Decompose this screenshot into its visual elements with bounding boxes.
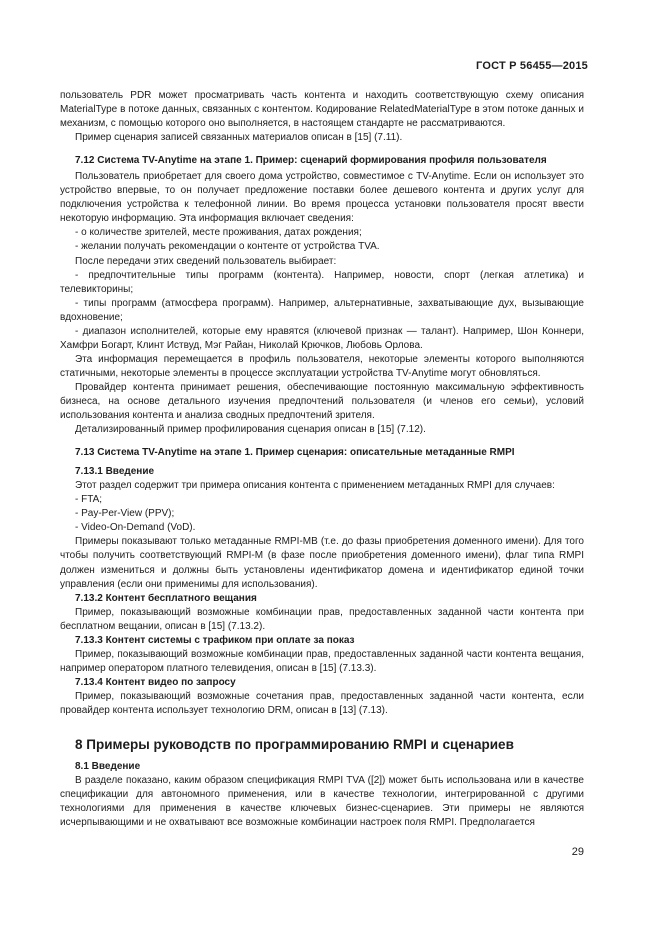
paragraph: Пример, показывающий возможные сочетания прав, предоставленных заданной части контента, если провайдер контента использует технологию DRM, описан в [13] (7.13). [60,690,584,716]
list-item: - Video-On-Demand (VoD). [75,522,196,534]
clause-heading: 8.1 Введение [75,761,141,773]
clause-heading: 7.13.1 Введение [75,466,155,478]
list-item: - типы программ (атмосфера программ). Например, альтернативные, захватывающие дух, вызывающие вдохновение; [60,297,584,323]
paragraph: Этот раздел содержит три примера описания контента с применением метаданных RMPI для случаев: [75,480,555,492]
clause-heading: 7.13.3 Контент системы с трафиком при оплате за показ [75,634,355,646]
paragraph: Детализированный пример профилирования сценария описан в [15] (7.12). [75,424,426,436]
standard-header: ГОСТ Р 56455—2015 [476,60,588,72]
paragraph: Пример сценария записей связанных материалов описан в [15] (7.11). [75,132,403,144]
list-item: - предпочтительные типы программ (контента). Например, новости, спорт (легкая атлетика) и телевикторины; [60,269,584,295]
section-heading: 8 Примеры руководств по программированию RMPI и сценариев [75,737,514,753]
list-item: - о количестве зрителей, месте проживания, датах рождения; [75,227,362,239]
paragraph: Провайдер контента принимает решения, обеспечивающие постоянную максимальную эффективность бизнеса, на основе детального изучения предпочтений пользователя (и членов его семьи), условий использования контента и анализа сводных предпочтений зрителя. [60,381,584,422]
subsection-heading: 7.12 Система TV-Anytime на этапе 1. Пример: сценарий формирования профиля пользователя [75,155,547,167]
list-item: - FTA; [75,494,103,506]
clause-heading: 7.13.4 Контент видео по запросу [75,676,236,688]
paragraph: Пользователь приобретает для своего дома устройство, совместимое с TV-Anytime. Если он использует это устройство впервые, то он получает предложение поставки более дешевого контента и других услуг для подключения устройства к телефонной линии. Во время процесса установки пользователя просят ввести некоторую информацию. Эта информация включает сведения: [60,171,584,225]
paragraph: Примеры показывают только метаданные RMPI-MB (т.е. до фазы приобретения доменного имени). Для того чтобы получить соответствующий RMPI-M (в фазе после приобретения доменного имени), флаг типа RMPI должен измениться и должны быть установлены идентификатор домена и идентификатор единой точки управления (если они применимы для использования). [60,536,584,590]
paragraph: После передачи этих сведений пользователь выбирает: [75,255,337,267]
list-item: - диапазон исполнителей, которые ему нравятся (ключевой признак — талант). Например, Шон Коннери, Хамфри Богарт, Клинт Иствуд, Мэг Райан, Николай Крючков, Любовь Орлова. [60,325,584,351]
paragraph: Пример, показывающий возможные комбинации прав, предоставленных заданной части контента вещания, например оператором платного телевидения, описан в [15] (7.13.3). [60,648,584,674]
paragraph: пользователь PDR может просматривать часть контента и находить соответствующую схему описания MaterialType в потоке данных, связанных с контентом. Кодирование RelatedMaterialType в этом потоке данных и механизм, с помощью которого оно выполняется, в настоящем стандарте не рассматриваются. [60,90,584,130]
list-item: - Pay-Per-View (PPV); [75,508,175,520]
list-item: - желании получать рекомендации о контенте от устройства TVA. [75,241,380,253]
subsection-heading: 7.13 Система TV-Anytime на этапе 1. Пример сценария: описательные метаданные RMPI [75,447,515,459]
page-number: 29 [571,846,584,858]
clause-heading: 7.13.2 Контент бесплатного вещания [75,592,257,604]
paragraph: В разделе показано, каким образом спецификация RMPI TVA ([2]) может быть использована или в качестве спецификации для автономного применения, или в качестве технологии, интегрированной с другими технологиями для применения в качестве ключевых бизнес-сценариев. Эти примеры не являются исчерпывающими и не охватывают все возможные комбинации настроек поля RMPI. Предполагается [60,775,584,829]
paragraph: Пример, показывающий возможные комбинации прав, предоставленных заданной части контента при бесплатном вещании, описан в [15] (7.13.2). [60,606,584,632]
paragraph: Эта информация перемещается в профиль пользователя, некоторые элементы которого выполняются статичными, некоторые элементы в процессе эксплуатации устройства TV-Anytime могут обновляться. [60,353,584,379]
page-body [60,89,584,830]
